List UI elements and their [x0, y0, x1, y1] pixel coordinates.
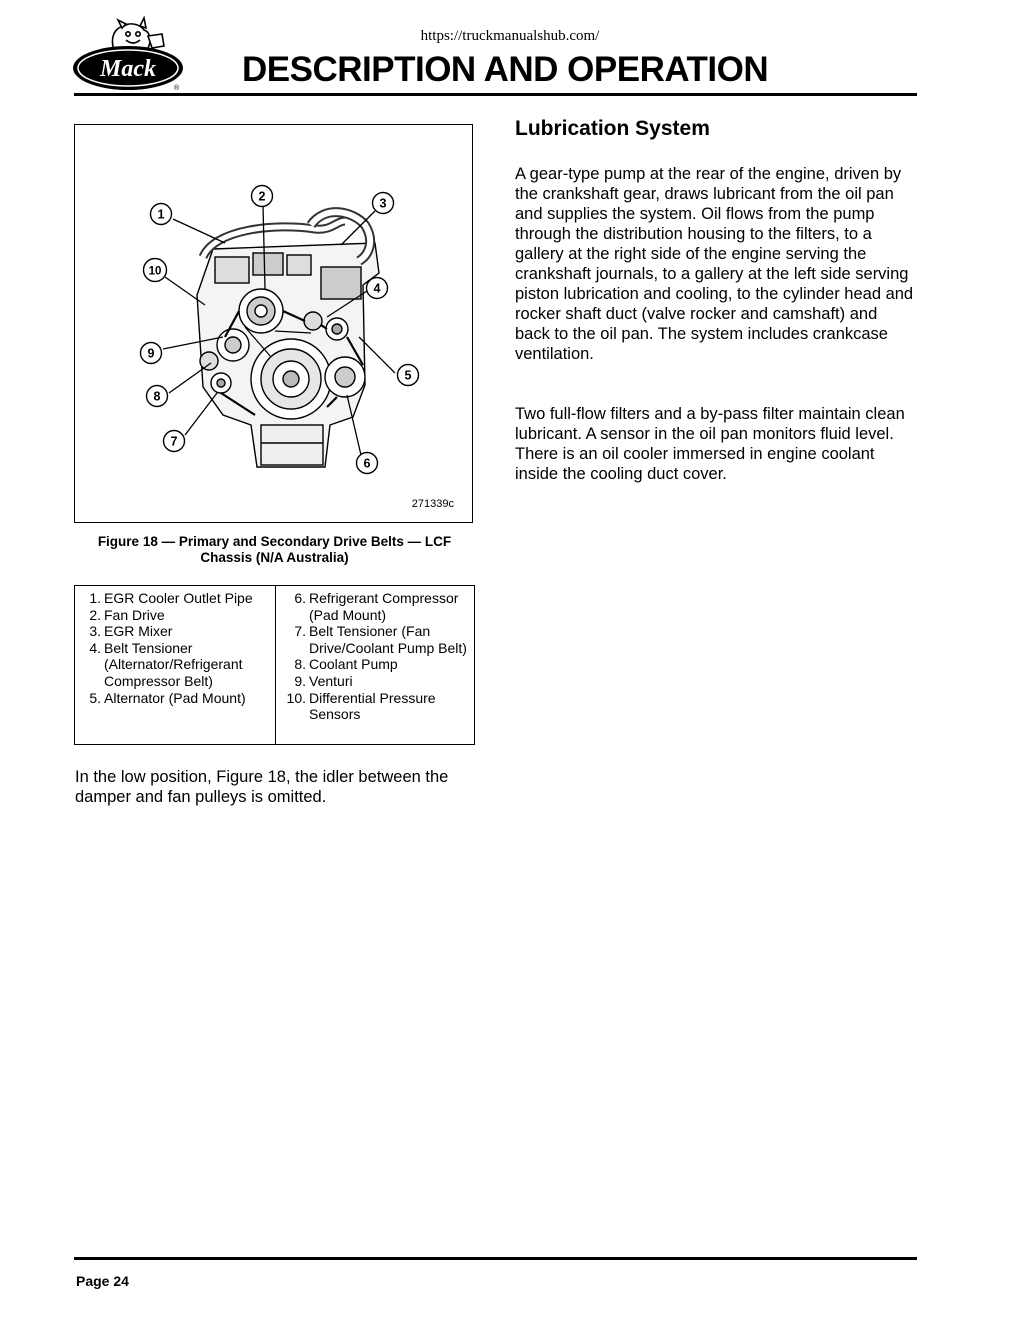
- list-item: 1. EGR Cooler Outlet Pipe: [89, 590, 253, 606]
- page-number: Page 24: [76, 1273, 129, 1289]
- svg-text:5: 5: [404, 368, 412, 383]
- list-item: 5. Alternator (Pad Mount): [89, 689, 246, 706]
- source-url[interactable]: https://truckmanualshub.com/: [420, 28, 600, 44]
- svg-text:6: 6: [363, 456, 371, 471]
- callout-9: [141, 343, 162, 364]
- list-item: 10. Differential Pressure Sensors: [286, 689, 436, 723]
- svg-text:4: 4: [373, 281, 381, 296]
- logo-text: Mack: [100, 56, 156, 82]
- lubrication-paragraph-2: Two full-flow filters and a by-pass filter maintain clean lubricant. A sensor in the oil pan monitors fluid level. There is an oil cooler immersed in engine coolant inside the cooling duct cover.: [515, 405, 905, 483]
- figure-legend: [74, 585, 475, 745]
- callout-4: [367, 278, 388, 299]
- list-item: 8. Coolant Pump: [294, 656, 398, 673]
- section-heading: Lubrication System: [515, 117, 710, 140]
- list-item: 6. Refrigerant Compressor (Pad Mount): [294, 590, 459, 623]
- footer-rule: [74, 1257, 917, 1260]
- list-item: 4. Belt Tensioner (Alternator/Refrigerant Compressor Belt): [89, 639, 243, 689]
- list-item: 7. Belt Tensioner (Fan Drive/Coolant Pump Belt): [294, 623, 467, 656]
- engine-figure: [74, 124, 473, 523]
- belt-note-paragraph: In the low position, Figure 18, the idler between the damper and fan pulleys is omitted.: [75, 768, 449, 806]
- callout-6: [357, 453, 378, 474]
- svg-text:®: ®: [174, 85, 180, 92]
- callout-7: [164, 431, 185, 452]
- svg-text:9: 9: [147, 346, 155, 361]
- figure-caption: Figure 18 — Primary and Secondary Drive Belts — LCF Chassis (N/A Australia): [97, 534, 452, 565]
- svg-text:1: 1: [157, 207, 165, 222]
- callout-2: [252, 186, 273, 207]
- callout-1: [151, 204, 172, 225]
- svg-text:8: 8: [153, 389, 161, 404]
- header-rule: [74, 93, 917, 96]
- svg-text:3: 3: [379, 196, 387, 211]
- mack-bulldog-logo-icon: [70, 14, 190, 96]
- svg-text:2: 2: [258, 189, 266, 204]
- figure-code: 271339c: [411, 498, 454, 510]
- svg-text:7: 7: [170, 434, 178, 449]
- callout-8: [147, 386, 168, 407]
- legend-column-right: [276, 586, 474, 744]
- engine-drawing-icon: [75, 125, 474, 524]
- list-item: 9. Venturi: [294, 672, 353, 689]
- callout-10: [144, 259, 167, 282]
- callout-3: [373, 193, 394, 214]
- list-item: 2. Fan Drive: [89, 606, 165, 623]
- legend-column-left: [75, 586, 276, 744]
- page-title: DESCRIPTION AND OPERATION: [242, 50, 769, 89]
- list-item: 3. EGR Mixer: [89, 623, 173, 640]
- lubrication-paragraph-1: A gear-type pump at the rear of the engine, driven by the crankshaft gear, draws lubricant from the oil pan and supplies the system. Oil flows from the pump through the distribution housing to the filters, to a gallery at the right side of the engine serving the crankshaft journals, to a gallery at the left side serving piston lubrication and cooling, to the cylinder head and rocker shaft duct (valve rocker and camshaft) and back to the oil pan. The system includes crankcase ventilation.: [515, 165, 914, 363]
- svg-text:10: 10: [148, 265, 162, 278]
- callout-5: [398, 365, 419, 386]
